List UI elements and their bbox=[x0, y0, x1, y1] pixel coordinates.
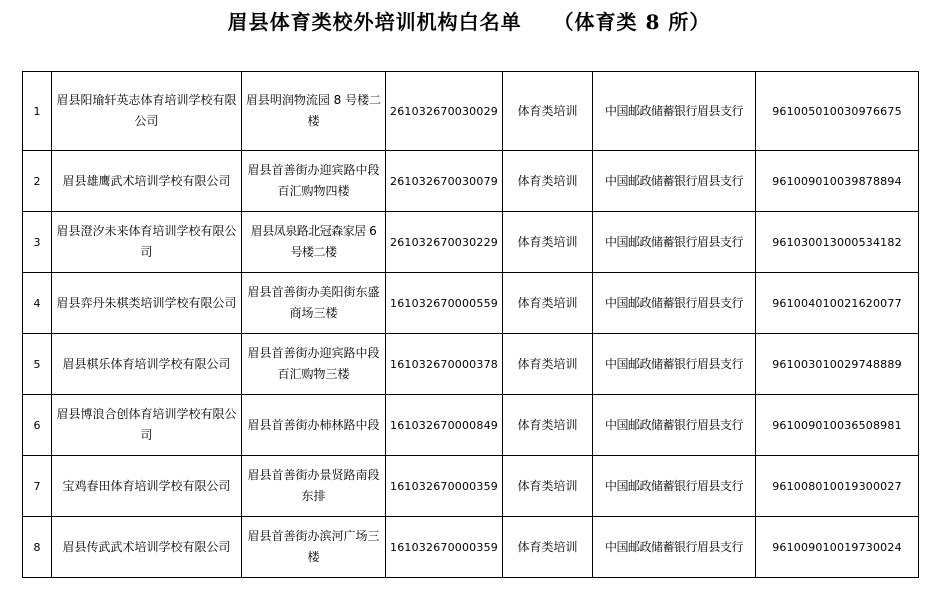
row-index: 6 bbox=[23, 395, 52, 456]
bank-account: 961009010019730024 bbox=[756, 517, 919, 578]
institution-address: 眉县凤泉路北冠森家居 6 号楼二楼 bbox=[242, 212, 386, 273]
license-code: 261032670030029 bbox=[386, 72, 503, 151]
table-row bbox=[23, 273, 919, 334]
page-title: 眉县体育类校外培训机构白名单 （体育类 8 所） bbox=[227, 10, 711, 34]
license-code: 161032670000559 bbox=[386, 273, 503, 334]
row-index: 7 bbox=[23, 456, 52, 517]
training-type: 体育类培训 bbox=[503, 72, 593, 151]
institution-address: 眉县首善街办景贤路南段东排 bbox=[242, 456, 386, 517]
table-row bbox=[23, 395, 919, 456]
bank-account: 961030013000534182 bbox=[756, 212, 919, 273]
table-row bbox=[23, 334, 919, 395]
row-index: 5 bbox=[23, 334, 52, 395]
license-code: 161032670000359 bbox=[386, 517, 503, 578]
bank-account: 961005010030976675 bbox=[756, 72, 919, 151]
table-body bbox=[23, 72, 919, 578]
row-index: 3 bbox=[23, 212, 52, 273]
whitelist-table bbox=[22, 71, 919, 578]
license-code: 261032670030079 bbox=[386, 151, 503, 212]
institution-address: 眉县首善街办美阳街东盛商场三楼 bbox=[242, 273, 386, 334]
training-type: 体育类培训 bbox=[503, 212, 593, 273]
bank-name: 中国邮政储蓄银行眉县支行 bbox=[593, 334, 756, 395]
institution-name: 眉县传武武术培训学校有限公司 bbox=[52, 517, 242, 578]
bank-account: 961004010021620077 bbox=[756, 273, 919, 334]
row-index: 1 bbox=[23, 72, 52, 151]
table-row bbox=[23, 151, 919, 212]
license-code: 161032670000359 bbox=[386, 456, 503, 517]
training-type: 体育类培训 bbox=[503, 517, 593, 578]
bank-account: 961003010029748889 bbox=[756, 334, 919, 395]
license-code: 161032670000849 bbox=[386, 395, 503, 456]
license-code: 261032670030229 bbox=[386, 212, 503, 273]
training-type: 体育类培训 bbox=[503, 273, 593, 334]
license-code: 161032670000378 bbox=[386, 334, 503, 395]
training-type: 体育类培训 bbox=[503, 151, 593, 212]
row-index: 2 bbox=[23, 151, 52, 212]
bank-account: 961008010019300027 bbox=[756, 456, 919, 517]
institution-address: 眉县首善街办柿林路中段 bbox=[242, 395, 386, 456]
training-type: 体育类培训 bbox=[503, 334, 593, 395]
institution-name: 眉县棋乐体育培训学校有限公司 bbox=[52, 334, 242, 395]
institution-name: 眉县博浪合创体育培训学校有限公司 bbox=[52, 395, 242, 456]
institution-name: 眉县雄鹰武术培训学校有限公司 bbox=[52, 151, 242, 212]
bank-name: 中国邮政储蓄银行眉县支行 bbox=[593, 72, 756, 151]
bank-name: 中国邮政储蓄银行眉县支行 bbox=[593, 517, 756, 578]
bank-name: 中国邮政储蓄银行眉县支行 bbox=[593, 395, 756, 456]
institution-address: 眉县明润物流园 8 号楼二楼 bbox=[242, 72, 386, 151]
table-row bbox=[23, 212, 919, 273]
bank-name: 中国邮政储蓄银行眉县支行 bbox=[593, 151, 756, 212]
bank-name: 中国邮政储蓄银行眉县支行 bbox=[593, 212, 756, 273]
table-row bbox=[23, 517, 919, 578]
bank-account: 961009010036508981 bbox=[756, 395, 919, 456]
institution-name: 眉县澄汐未来体育培训学校有限公司 bbox=[52, 212, 242, 273]
bank-account: 961009010039878894 bbox=[756, 151, 919, 212]
institution-name: 眉县阳瑜轩英志体育培训学校有限公司 bbox=[52, 72, 242, 151]
table-row bbox=[23, 456, 919, 517]
training-type: 体育类培训 bbox=[503, 395, 593, 456]
row-index: 4 bbox=[23, 273, 52, 334]
bank-name: 中国邮政储蓄银行眉县支行 bbox=[593, 273, 756, 334]
institution-name: 眉县弈丹朱棋类培训学校有限公司 bbox=[52, 273, 242, 334]
institution-address: 眉县首善街办迎宾路中段百汇购物四楼 bbox=[242, 151, 386, 212]
row-index: 8 bbox=[23, 517, 52, 578]
training-type: 体育类培训 bbox=[503, 456, 593, 517]
table-row bbox=[23, 72, 919, 151]
bank-name: 中国邮政储蓄银行眉县支行 bbox=[593, 456, 756, 517]
institution-address: 眉县首善街办迎宾路中段百汇购物三楼 bbox=[242, 334, 386, 395]
institution-address: 眉县首善街办滨河广场三楼 bbox=[242, 517, 386, 578]
institution-name: 宝鸡春田体育培训学校有限公司 bbox=[52, 456, 242, 517]
